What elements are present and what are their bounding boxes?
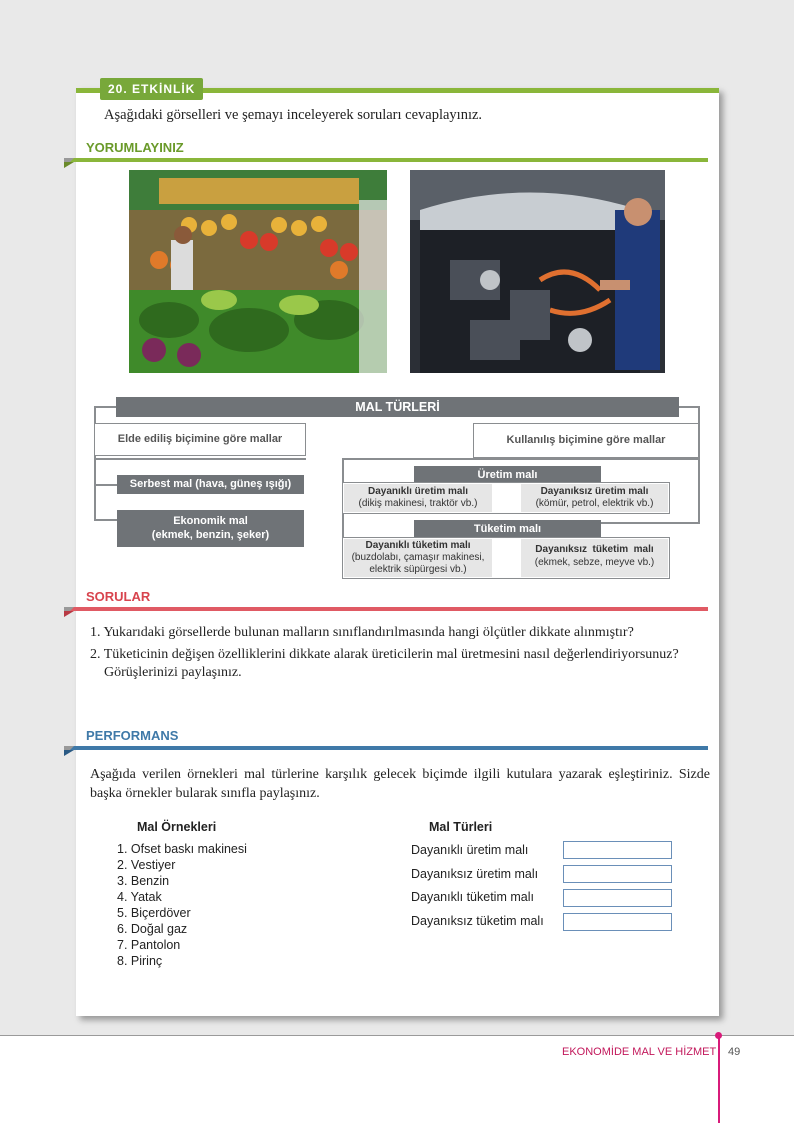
footer-chapter-title: EKONOMİDE MAL VE HİZMET <box>562 1046 717 1058</box>
list-item: 2. Vestiyer <box>117 858 176 872</box>
footer-divider <box>718 1035 720 1123</box>
diagram-connector <box>600 522 700 524</box>
type-label-durable-production: Dayanıklı üretim malı <box>411 843 529 857</box>
diagram-nondurable-consumption <box>521 539 668 577</box>
answer-box-nondurable-production[interactable] <box>563 865 672 883</box>
page-number: 49 <box>728 1046 741 1058</box>
examples-header: Mal Örnekleri <box>137 820 217 834</box>
question-2: 2. Tüketicinin değişen özelliklerini dikkate alarak üreticilerin mal üretmesini nasıl değerlendiriyorsunuz? <box>90 647 679 662</box>
diagram-durable-consumption <box>344 539 492 577</box>
diagram-connector <box>94 484 118 486</box>
nondurable-consumption-title: Dayanıksız tüketim malı <box>535 544 654 555</box>
list-item: 7. Pantolon <box>117 938 181 952</box>
section-yorumlayiniz: YORUMLAYINIZ <box>86 140 184 155</box>
list-item: 1. Ofset baskı makinesi <box>117 842 247 856</box>
performance-instructions: Aşağıda verilen örnekleri mal türlerine karşılık gelecek biçimde ilgili kutulara yazarak eşleştiriniz. Sizde başka örnekler bularak sınıfla paylaşınız. <box>90 767 710 801</box>
diagram-nondurable-production <box>521 484 668 512</box>
list-item: 5. Biçerdöver <box>117 906 191 920</box>
diagram-durable-production <box>344 484 492 512</box>
durable-consumption-examples-2: elektrik süpürgesi vb.) <box>369 564 467 575</box>
diagram-economic-good <box>117 510 304 547</box>
activity-badge: 20. ETKİNLİK <box>100 78 203 100</box>
nondurable-production-title: Dayanıksız üretim malı <box>540 486 649 497</box>
list-item: 6. Doğal gaz <box>117 922 188 936</box>
diagram-right-header: Kullanılış biçimine göre mallar <box>473 423 699 458</box>
section-rule-green <box>64 158 708 162</box>
rule-corner <box>64 750 74 756</box>
section-rule-blue <box>64 746 708 750</box>
rule-corner <box>64 162 74 168</box>
nondurable-consumption-examples: (ekmek, sebze, meyve vb.) <box>534 557 655 568</box>
car-factory-photo <box>410 170 665 373</box>
section-performans: PERFORMANS <box>86 728 179 743</box>
durable-consumption-examples-1: (buzdolabı, çamaşır makinesi, <box>351 552 485 563</box>
section-sorular: SORULAR <box>86 589 151 604</box>
diagram-free-good: Serbest mal (hava, güneş ışığı) <box>117 475 304 494</box>
grocery-photo <box>129 170 387 373</box>
activity-intro: Aşağıdaki görselleri ve şemayı inceleyerek soruları cevaplayınız. <box>104 107 483 123</box>
diagram-consumption: Tüketim malı <box>414 520 601 538</box>
durable-production-title: Dayanıklı üretim malı <box>367 486 469 497</box>
list-item: 3. Benzin <box>117 874 170 888</box>
durable-production-examples: (dikiş makinesi, traktör vb.) <box>358 498 478 509</box>
diagram-connector <box>94 519 118 521</box>
diagram-production: Üretim malı <box>414 466 601 484</box>
footer-dot <box>715 1032 722 1039</box>
economic-good-examples: (ekmek, benzin, şeker) <box>151 529 270 541</box>
answer-box-durable-consumption[interactable] <box>563 889 672 907</box>
question-1: 1. Yukarıdaki görsellerde bulunan malların sınıflandırılmasında hangi ölçütler dikkate alınmıştır? <box>90 625 634 640</box>
diagram-left-header: Elde ediliş biçimine göre mallar <box>94 423 306 456</box>
type-label-durable-consumption: Dayanıklı tüketim malı <box>411 890 534 904</box>
diagram-title: MAL TÜRLERİ <box>116 397 679 417</box>
answer-box-durable-production[interactable] <box>563 841 672 859</box>
list-item: 8. Pirinç <box>117 954 163 968</box>
examples-list <box>117 841 247 969</box>
rule-corner <box>64 611 74 617</box>
answer-box-nondurable-consumption[interactable] <box>563 913 672 931</box>
type-label-nondurable-production: Dayanıksız üretim malı <box>411 867 539 881</box>
list-item: 4. Yatak <box>117 890 162 904</box>
economic-good-title: Ekonomik mal <box>173 515 248 527</box>
diagram-connector <box>94 458 306 460</box>
types-header: Mal Türleri <box>429 820 493 834</box>
question-2-continued: Görüşlerinizi paylaşınız. <box>104 665 242 680</box>
diagram-connector <box>342 458 700 460</box>
type-label-nondurable-consumption: Dayanıksız tüketim malı <box>411 914 544 928</box>
nondurable-production-examples: (kömür, petrol, elektrik vb.) <box>535 498 654 509</box>
durable-consumption-title: Dayanıklı tüketim malı <box>365 540 471 551</box>
section-rule-red <box>64 607 708 611</box>
